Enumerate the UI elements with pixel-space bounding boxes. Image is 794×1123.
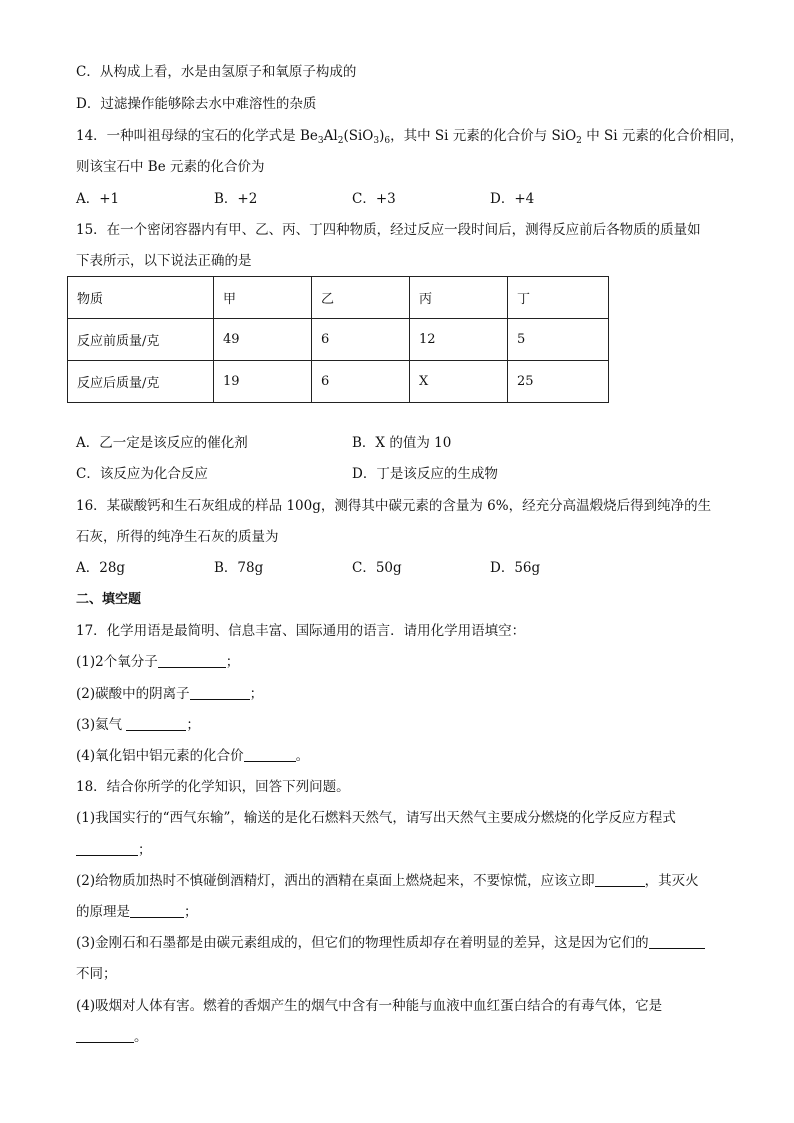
table-cell: 5 [508, 319, 609, 361]
q15-stem-line2: 下表所示，以下说法正确的是 [76, 253, 252, 269]
q17-stem: 17．化学用语是最简明、信息丰富、国际通用的语言．请用化学用语填空： [76, 623, 526, 639]
q14-option-d: D．+4 [490, 191, 535, 207]
q15-option-d: D．丁是该反应的生成物 [352, 466, 498, 482]
answer-blank[interactable] [244, 747, 296, 762]
q18-part2-line1: (2)给物质加热时不慎碰倒酒精灯，洒出的酒精在桌面上燃烧起来，不要惊慌，应该立即 ，其灭火 [76, 873, 699, 889]
table-row [68, 361, 609, 403]
answer-blank[interactable] [649, 934, 705, 949]
table-header-cell: 丙 [410, 277, 508, 319]
table-cell: 12 [410, 319, 508, 361]
q14-stem-line1: 14．一种叫祖母绿的宝石的化学式是 $Be_3Al_2(SiO_3)_6$，其中 Si 元素的化合价与 SiO$_2$ 中 Si 元素的化合价相同， [76, 128, 744, 146]
q18-part4-line2: 。 [76, 1027, 148, 1047]
table-cell: 25 [508, 361, 609, 403]
q16-option-b: B．78g [214, 560, 264, 576]
answer-blank[interactable] [190, 685, 250, 700]
table-header-cell: 丁 [508, 277, 609, 319]
q17-item-4: (4)氧化铝中铝元素的化合价 。 [76, 748, 310, 764]
q18-part1-line2: ； [76, 840, 152, 860]
table-row [68, 319, 609, 361]
q15-option-a: A．乙一定是该反应的催化剂 [76, 435, 248, 451]
q14-option-a: A．+1 [76, 191, 120, 207]
answer-blank[interactable] [158, 653, 226, 668]
q14-option-c: C．+3 [352, 191, 396, 207]
q16-option-d: D．56g [490, 560, 541, 576]
table-cell: X [410, 361, 508, 403]
q17-item-3: (3)氦气 ； [76, 717, 200, 733]
q18-part2-line2: 的原理是 ； [76, 904, 198, 920]
q13-option-c: C．从构成上看，水是由氢原子和氧原子构成的 [76, 64, 357, 80]
q15-option-b: B．X 的值为 10 [352, 435, 452, 451]
table-cell: 6 [312, 361, 410, 403]
q18-part3-line1: (3)金刚石和石墨都是由碳元素组成的，但它们的物理性质却存在着明显的差异，这是因为它们的 [76, 933, 705, 953]
table-cell: 反应后质量/克 [68, 361, 214, 403]
q16-stem-line2: 石灰，所得的纯净生石灰的质量为 [76, 529, 279, 545]
answer-blank[interactable] [76, 1028, 134, 1043]
table-header-row [68, 277, 609, 319]
section-title: 二、填空题 [76, 592, 142, 607]
table-header-cell: 乙 [312, 277, 410, 319]
q15-option-c: C．该反应为化合反应 [76, 466, 208, 482]
table-header-cell: 甲 [214, 277, 312, 319]
answer-blank[interactable] [595, 872, 645, 887]
table-cell: 反应前质量/克 [68, 319, 214, 361]
q18-part4-line1: (4)吸烟对人体有害。燃着的香烟产生的烟气中含有一种能与血液中血红蛋白结合的有毒气体，它是 [76, 998, 663, 1014]
q17-item-2: (2)碳酸中的阴离子 ； [76, 686, 264, 702]
answer-blank[interactable] [130, 903, 184, 918]
q18-stem: 18．结合你所学的化学知识，回答下列问题。 [76, 779, 350, 795]
answer-blank[interactable] [76, 841, 138, 856]
table-cell: 6 [312, 319, 410, 361]
q18-part1-line1: (1)我国实行的“西气东输”，输送的是化石燃料天然气，请写出天然气主要成分燃烧的化学反应方程式 [76, 810, 676, 826]
q14-option-b: B．+2 [214, 191, 258, 207]
q18-part3-line2: 不同； [76, 966, 117, 982]
table-header-cell: 物质 [68, 277, 214, 319]
mass-table [67, 276, 609, 403]
answer-blank[interactable] [126, 716, 186, 731]
q13-option-d: D．过滤操作能够除去水中难溶性的杂质 [76, 96, 317, 112]
table-cell: 49 [214, 319, 312, 361]
table-cell: 19 [214, 361, 312, 403]
q14-stem-line2: 则该宝石中 Be 元素的化合价为 [76, 159, 265, 175]
q16-option-a: A．28g [76, 560, 126, 576]
q16-option-c: C．50g [352, 560, 402, 576]
q17-item-1: (1)2个氧分子 ； [76, 654, 240, 670]
q16-stem-line1: 16．某碳酸钙和生石灰组成的样品 100g，测得其中碳元素的含量为 6%，经充分高温煅烧后得到纯净的生 [76, 498, 712, 514]
q15-stem-line1: 15．在一个密闭容器内有甲、乙、丙、丁四种物质，经过反应一段时间后，测得反应前后各物质的质量如 [76, 222, 701, 238]
